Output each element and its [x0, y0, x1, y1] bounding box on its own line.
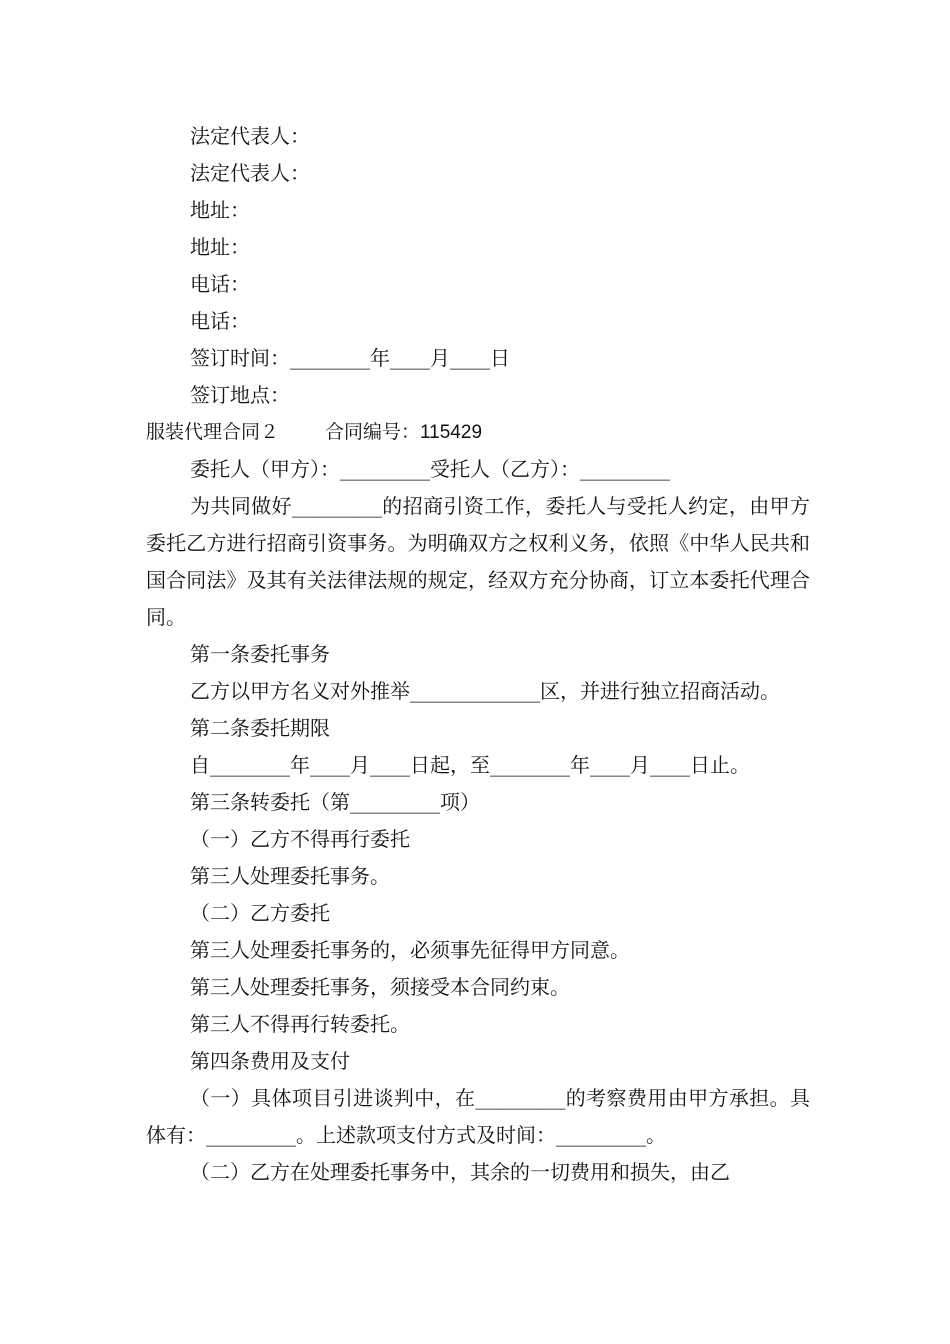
address-line-2: 地址：	[190, 235, 250, 259]
preamble-paragraph: 为共同做好_________的招商引资工作，委托人与受托人约定，由甲方委托乙方进行招商引资事务。为明确双方之权利义务，依照《中华人民共和国合同法》及其有关法律法规的规定，经双方充分协商，订立本委托代理合同。	[146, 494, 810, 629]
article-3-heading: 第三条转委托（第_________项）	[190, 790, 480, 814]
article-1-heading: 第一条委托事务	[190, 642, 330, 666]
article-4-heading: 第四条费用及支付	[190, 1049, 350, 1073]
article-1-text: 乙方以甲方名义对外推举_____________区，并进行独立招商活动。	[190, 679, 780, 703]
article-3-item-2-text-2: 第三人处理委托事务，须接受本合同约束。	[190, 975, 570, 999]
contract-title: 服装代理合同２	[146, 422, 280, 443]
legal-representative-line-2: 法定代表人：	[190, 161, 310, 185]
signing-place-line: 签订地点：	[190, 383, 290, 407]
article-3-item-2-text-3: 第三人不得再行转委托。	[190, 1012, 410, 1036]
legal-representative-line-1: 法定代表人：	[190, 124, 310, 148]
parties-line: 委托人（甲方）：_________受托人（乙方）：_________	[190, 457, 670, 481]
article-3-item-2: （二）乙方委托	[190, 901, 330, 925]
article-3-item-1: （一）乙方不得再行委托	[190, 827, 410, 851]
address-line-1: 地址：	[190, 198, 250, 222]
phone-line-1: 电话：	[190, 272, 250, 296]
contract-number: 合同编号：115429	[325, 422, 483, 443]
article-3-item-2-text-1: 第三人处理委托事务的，必须事先征得甲方同意。	[190, 938, 630, 962]
document-content	[146, 118, 810, 1191]
article-4-item-1: （一）具体项目引进谈判中，在_________的考察费用由甲方承担。具体有：_________。上述款项支付方式及时间：_________。	[146, 1086, 810, 1147]
article-2-text: 自________年____月____日起，至________年____月____日止。	[190, 753, 750, 777]
article-4-item-2: （二）乙方在处理委托事务中，其余的一切费用和损失，由乙	[190, 1160, 730, 1184]
contract-title-line	[146, 414, 810, 451]
article-2-heading: 第二条委托期限	[190, 716, 330, 740]
phone-line-2: 电话：	[190, 309, 250, 333]
article-3-item-1-text: 第三人处理委托事务。	[190, 864, 390, 888]
signing-date-line: 签订时间：________年____月____日	[190, 346, 510, 370]
